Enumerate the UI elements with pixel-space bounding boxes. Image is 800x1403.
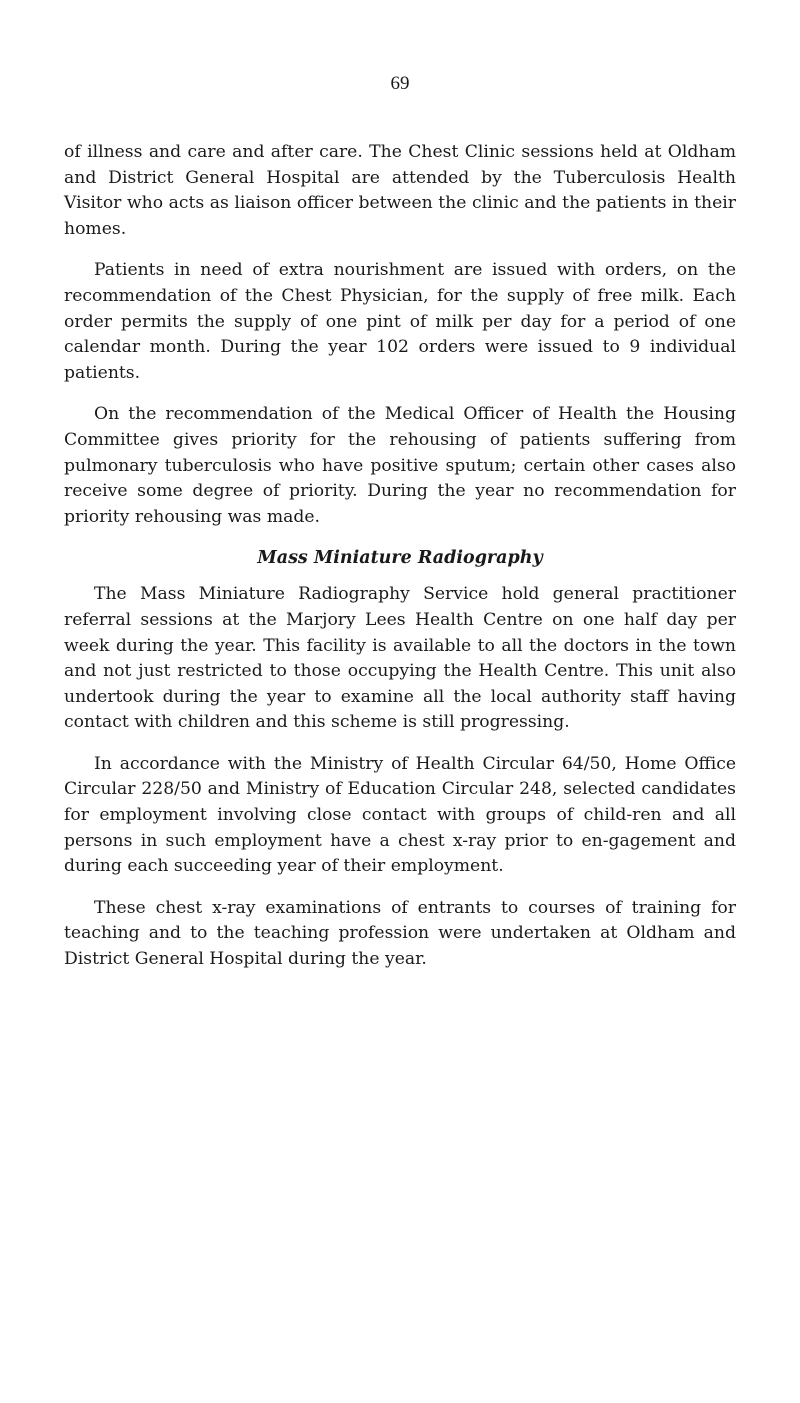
paragraph-examinations: These chest x-ray examinations of entrants to courses of training for teaching and to the teaching profession were undertaken at Oldham and District General Hospital during the year. [64,897,736,970]
paragraph-housing: On the recommendation of the Medical Officer of Health the Housing Committee gives priority for the rehousing of patients suffering from pulmonary tuberculosis who have positive sputum; certain other cases also receive some degree of priority. During the year no recommendation for priority rehousing was made. [64,404,736,527]
paragraph-radiography-service: The Mass Miniature Radiography Service hold general practitioner referral sessions at the Marjory Lees Health Centre on one half day per week during the year. This facility is available to all the doctors in the town and not just restricted to those occupying the Health Centre. This unit also undertook during the year to examine all the local authority staff having contact with children and this scheme is still progressing. [64,584,736,733]
paragraph-circulars: In accordance with the Ministry of Health Circular 64/50, Home Office Circular 228/50 and Ministry of Education Circular 248, selected candidates for employment involving close contact with groups of child-ren and all persons in such employment have a chest x-ray prior to en-gagement and during each succeeding year of their employment. [64,753,736,877]
paragraph-nourishment: Patients in need of extra nourishment are issued with orders, on the recommendation of the Chest Physician, for the supply of free milk. Each order permits the supply of one pint of milk per day for a period of one calendar month. During the year 102 orders were issued to 9 individual patients. [64,260,736,383]
document-body [64,140,736,973]
paragraph-chest-clinic: of illness and care and after care. The Chest Clinic sessions held at Oldham and District General Hospital are attended by the Tuberculosis Health Visitor who acts as liaison officer between the clinic and the patients in their homes. [64,142,736,239]
page-number: 69 [390,73,410,94]
section-heading: Mass Miniature Radiography [257,548,543,569]
